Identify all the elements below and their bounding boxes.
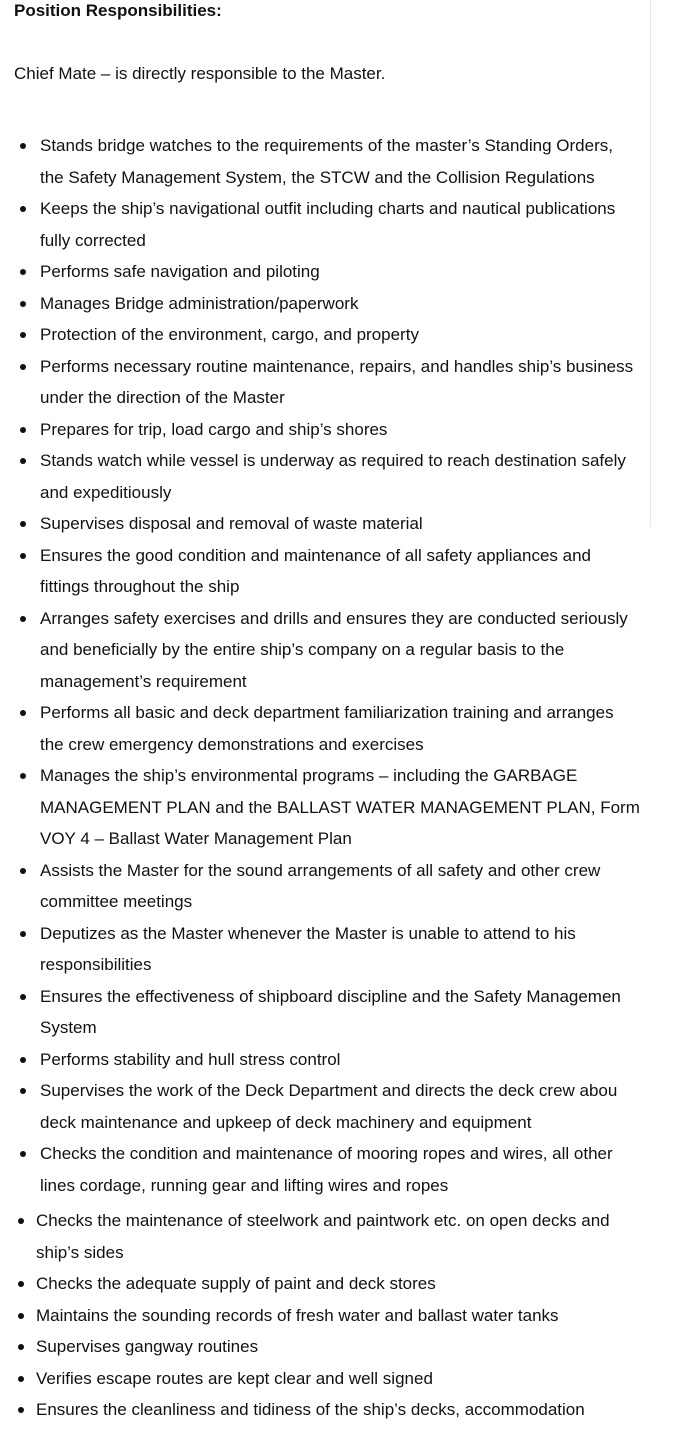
bullet-icon [20, 1151, 26, 1157]
list-item [0, 1394, 692, 1426]
list-item [0, 760, 692, 855]
list-item-text [40, 130, 652, 193]
list-item [0, 319, 692, 351]
bullet-icon [18, 1281, 24, 1287]
list-item-text [36, 1300, 652, 1332]
list-item-text [40, 1075, 652, 1138]
list-item-line: Checks the maintenance of steelwork and paintwork etc. on open decks and [36, 1211, 610, 1230]
list-item-text [40, 288, 652, 320]
list-item [0, 1268, 692, 1300]
list-item [0, 1044, 692, 1076]
list-item-line: MANAGEMENT PLAN and the BALLAST WATER MANAGEMENT PLAN, Form [40, 797, 640, 817]
list-item-line: ship’s sides [36, 1242, 124, 1262]
bullet-icon [20, 364, 26, 370]
list-item-line: and expeditiously [40, 482, 172, 502]
bullet-icon [20, 931, 26, 937]
bullet-icon [20, 773, 26, 779]
list-item-text [36, 1363, 652, 1395]
list-item-line: and beneficially by the entire ship’s company on a regular basis to the [40, 640, 565, 659]
list-item-line: Prepares for trip, load cargo and ship’s shores [40, 419, 388, 439]
list-item [0, 1331, 692, 1363]
list-item-line: fittings throughout the ship [40, 577, 240, 596]
list-item-text [40, 760, 652, 855]
list-item-line: under the direction of the Master [40, 388, 285, 407]
list-item [0, 1205, 692, 1268]
list-item [0, 1363, 692, 1395]
bullet-icon [20, 143, 26, 149]
list-item-text [40, 1044, 652, 1076]
list-item-text [36, 1394, 652, 1426]
list-item [0, 130, 692, 193]
list-item-line: responsibilities [40, 955, 152, 974]
bullet-icon [20, 868, 26, 874]
list-item [0, 351, 692, 414]
list-item-line: Protection of the environment, cargo, and property [40, 325, 419, 344]
list-item-line: Supervises disposal and removal of waste material [40, 514, 423, 533]
list-item-line: Keeps the ship’s navigational outfit including charts and nautical publications [40, 199, 616, 218]
list-item-text [40, 319, 652, 351]
list-item [0, 508, 692, 540]
list-item-text [36, 1331, 652, 1363]
list-item-line: deck maintenance and upkeep of deck machinery and equipment [40, 1112, 532, 1132]
list-item-text [40, 855, 652, 918]
responsibilities-list-primary [0, 130, 692, 1201]
list-item-line: Performs safe navigation and piloting [40, 262, 320, 281]
list-item-line: Performs all basic and deck department familiarization training and arranges [40, 703, 614, 722]
list-item-text [40, 981, 652, 1044]
list-item-line: Stands watch while vessel is underway as required to reach destination safely [40, 451, 626, 470]
list-item-line: Checks the adequate supply of paint and deck stores [36, 1274, 436, 1293]
list-item-line: Ensures the effectiveness of shipboard discipline and the Safety Managemen [40, 986, 621, 1006]
list-item-line: management’s requirement [40, 671, 247, 691]
list-item [0, 981, 692, 1044]
bullet-icon [20, 458, 26, 464]
list-item-line: Ensures the cleanliness and tidiness of the ship’s decks, accommodation [36, 1400, 585, 1419]
list-item [0, 445, 692, 508]
list-item [0, 193, 692, 256]
list-item-text [40, 256, 652, 288]
list-item-line: Manages the ship’s environmental programs – including the GARBAGE [40, 766, 578, 785]
list-item-line: Supervises the work of the Deck Department and directs the deck crew abou [40, 1081, 618, 1100]
list-item-line: Supervises gangway routines [36, 1337, 259, 1356]
intro-text: Chief Mate – is directly responsible to the Master. [14, 64, 386, 83]
list-item-line: Manages Bridge administration/paperwork [40, 293, 359, 313]
list-item-line: fully corrected [40, 230, 146, 250]
list-item [0, 1138, 692, 1201]
list-item [0, 256, 692, 288]
list-item-text [36, 1268, 652, 1300]
bullet-icon [18, 1407, 24, 1413]
list-item-line: committee meetings [40, 892, 193, 911]
list-item-text [40, 445, 652, 508]
responsibilities-list-secondary [0, 1205, 692, 1426]
bullet-icon [20, 553, 26, 559]
list-item-line: Arranges safety exercises and drills and ensures they are conducted seriously [40, 608, 628, 628]
list-item-text [40, 603, 652, 698]
list-item-line: Stands bridge watches to the requirements of the master’s Standing Orders, [40, 136, 613, 155]
list-item-line: VOY 4 – Ballast Water Management Plan [40, 829, 352, 848]
bullet-icon [20, 994, 26, 1000]
list-item [0, 414, 692, 446]
bullet-icon [18, 1313, 24, 1319]
list-item-line: Performs stability and hull stress control [40, 1049, 341, 1069]
list-item [0, 288, 692, 320]
section-heading: Position Responsibilities: [14, 1, 222, 20]
list-item-line: Maintains the sounding records of fresh water and ballast water tanks [36, 1305, 559, 1325]
list-item [0, 603, 692, 698]
bullet-icon [18, 1344, 24, 1350]
bullet-icon [20, 427, 26, 433]
bullet-icon [20, 1057, 26, 1063]
bullet-icon [20, 521, 26, 527]
list-item-text [40, 540, 652, 603]
bullet-icon [20, 301, 26, 307]
list-item-line: Assists the Master for the sound arrangements of all safety and other crew [40, 860, 601, 880]
list-item [0, 1075, 692, 1138]
list-item [0, 855, 692, 918]
bullet-icon [18, 1218, 24, 1224]
bullet-icon [20, 206, 26, 212]
list-item [0, 697, 692, 760]
list-item-text [40, 508, 652, 540]
list-item-line: System [40, 1018, 97, 1037]
list-item [0, 1300, 692, 1332]
bullet-icon [18, 1376, 24, 1382]
bullet-icon [20, 332, 26, 338]
list-item-line: Ensures the good condition and maintenance of all safety appliances and [40, 545, 591, 565]
bullet-icon [20, 616, 26, 622]
list-item-text [40, 193, 652, 256]
list-item-line: the Safety Management System, the STCW and the Collision Regulations [40, 167, 595, 187]
list-item-text [40, 351, 652, 414]
list-item-line: Deputizes as the Master whenever the Master is unable to attend to his [40, 923, 576, 943]
list-item-text [40, 414, 652, 446]
list-item-text [36, 1205, 652, 1268]
list-item-line: the crew emergency demonstrations and exercises [40, 734, 424, 754]
bullet-icon [20, 710, 26, 716]
list-item [0, 918, 692, 981]
list-item-line: lines cordage, running gear and lifting wires and ropes [40, 1175, 449, 1195]
list-item-text [40, 697, 652, 760]
list-item-line: Verifies escape routes are kept clear and well signed [36, 1368, 433, 1388]
bullet-icon [20, 1088, 26, 1094]
list-item-line: Performs necessary routine maintenance, repairs, and handles ship’s business [40, 356, 634, 376]
list-item-text [40, 918, 652, 981]
bullet-icon [20, 269, 26, 275]
list-item-text [40, 1138, 652, 1201]
list-item-line: Checks the condition and maintenance of mooring ropes and wires, all other [40, 1144, 613, 1163]
list-item [0, 540, 692, 603]
